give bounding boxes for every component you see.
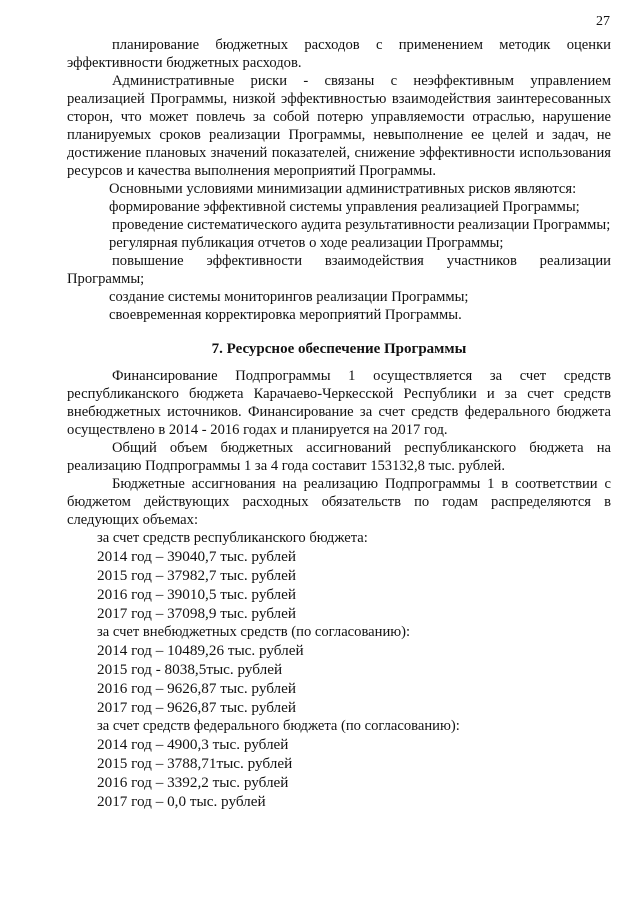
funding-federal-2016: 2016 год – 3392,2 тыс. рублей (97, 774, 289, 791)
funding-republic-2016: 2016 год – 39010,5 тыс. рублей (97, 586, 297, 603)
paragraph-minimization-conditions: Основными условиями минимизации административных рисков являются: (109, 181, 577, 197)
funding-federal-heading: за счет средств федерального бюджета (по согласованию): (97, 718, 460, 734)
funding-federal-2014: 2014 год – 4900,3 тыс. рублей (97, 736, 289, 753)
list-item-audit: проведение систематического аудита результативности реализации Программы; (112, 217, 611, 233)
funding-extra-2014: 2014 год – 10489,26 тыс. рублей (97, 642, 304, 659)
funding-extra-heading: за счет внебюджетных средств (по согласованию): (97, 624, 411, 640)
paragraph-administrative-risks: Административные риски - связаны с неэффективным управлением реализацией Программы, низкой эффективностью взаимодействия заинтересованных сторон, что может повлечь за собой потерю управляемости отраслью, нарушение планируемых сроков реализации Программы, невыполнение ее целей и задач, не достижение плановых значений показателей, снижение эффективности использования ресурсов и качества выполнения мероприятий Программы. (67, 73, 611, 179)
paragraph-budget-methods: планирование бюджетных расходов с применением методик оценки эффективности бюджетных расходов. (67, 37, 611, 71)
section-title: 7. Ресурсное обеспечение Программы (211, 341, 467, 357)
list-item-reports: регулярная публикация отчетов о ходе реализации Программы; (109, 235, 504, 251)
paragraph-financing: Финансирование Подпрограммы 1 осуществляется за счет средств республиканского бюджета Карачаево-Черкесской Республики и за счет средств внебюджетных источников. Финансирование за счет средств федерального бюджета осуществлено в 2014 - 2016 годах и планируется на 2017 год. (67, 368, 611, 438)
funding-republic-2014: 2014 год – 39040,7 тыс. рублей (97, 548, 297, 565)
funding-republic-heading: за счет средств республиканского бюджета: (97, 530, 368, 546)
funding-republic-2017: 2017 год – 37098,9 тыс. рублей (97, 605, 297, 622)
funding-republic-2015: 2015 год – 37982,7 тыс. рублей (97, 567, 297, 584)
paragraph-allocation: Бюджетные ассигнования на реализацию Подпрограммы 1 в соответствии с бюджетом действующих расходных обязательств по годам распределяются в следующих объемах: (67, 476, 611, 528)
funding-federal-2017: 2017 год – 0,0 тыс. рублей (97, 793, 266, 810)
funding-extra-2016: 2016 год – 9626,87 тыс. рублей (97, 680, 297, 697)
document-body (67, 36, 611, 811)
funding-federal-2015: 2015 год – 3788,71тыс. рублей (97, 755, 293, 772)
list-item-adjustment: своевременная корректировка мероприятий Программы. (109, 307, 462, 323)
list-item-monitoring: создание системы мониторингов реализации Программы; (109, 289, 469, 305)
paragraph-total-volume: Общий объем бюджетных ассигнований республиканского бюджета на реализацию Подпрограммы 1 за 4 года составит 153132,8 тыс. рублей. (67, 440, 611, 474)
page-number: 27 (596, 14, 610, 29)
funding-extra-2017: 2017 год – 9626,87 тыс. рублей (97, 699, 297, 716)
funding-extra-2015: 2015 год - 8038,5тыс. рублей (97, 661, 283, 678)
list-item-interaction: повышение эффективности взаимодействия участников реализации Программы; (67, 253, 611, 287)
list-item-management-system: формирование эффективной системы управления реализацией Программы; (109, 199, 580, 215)
